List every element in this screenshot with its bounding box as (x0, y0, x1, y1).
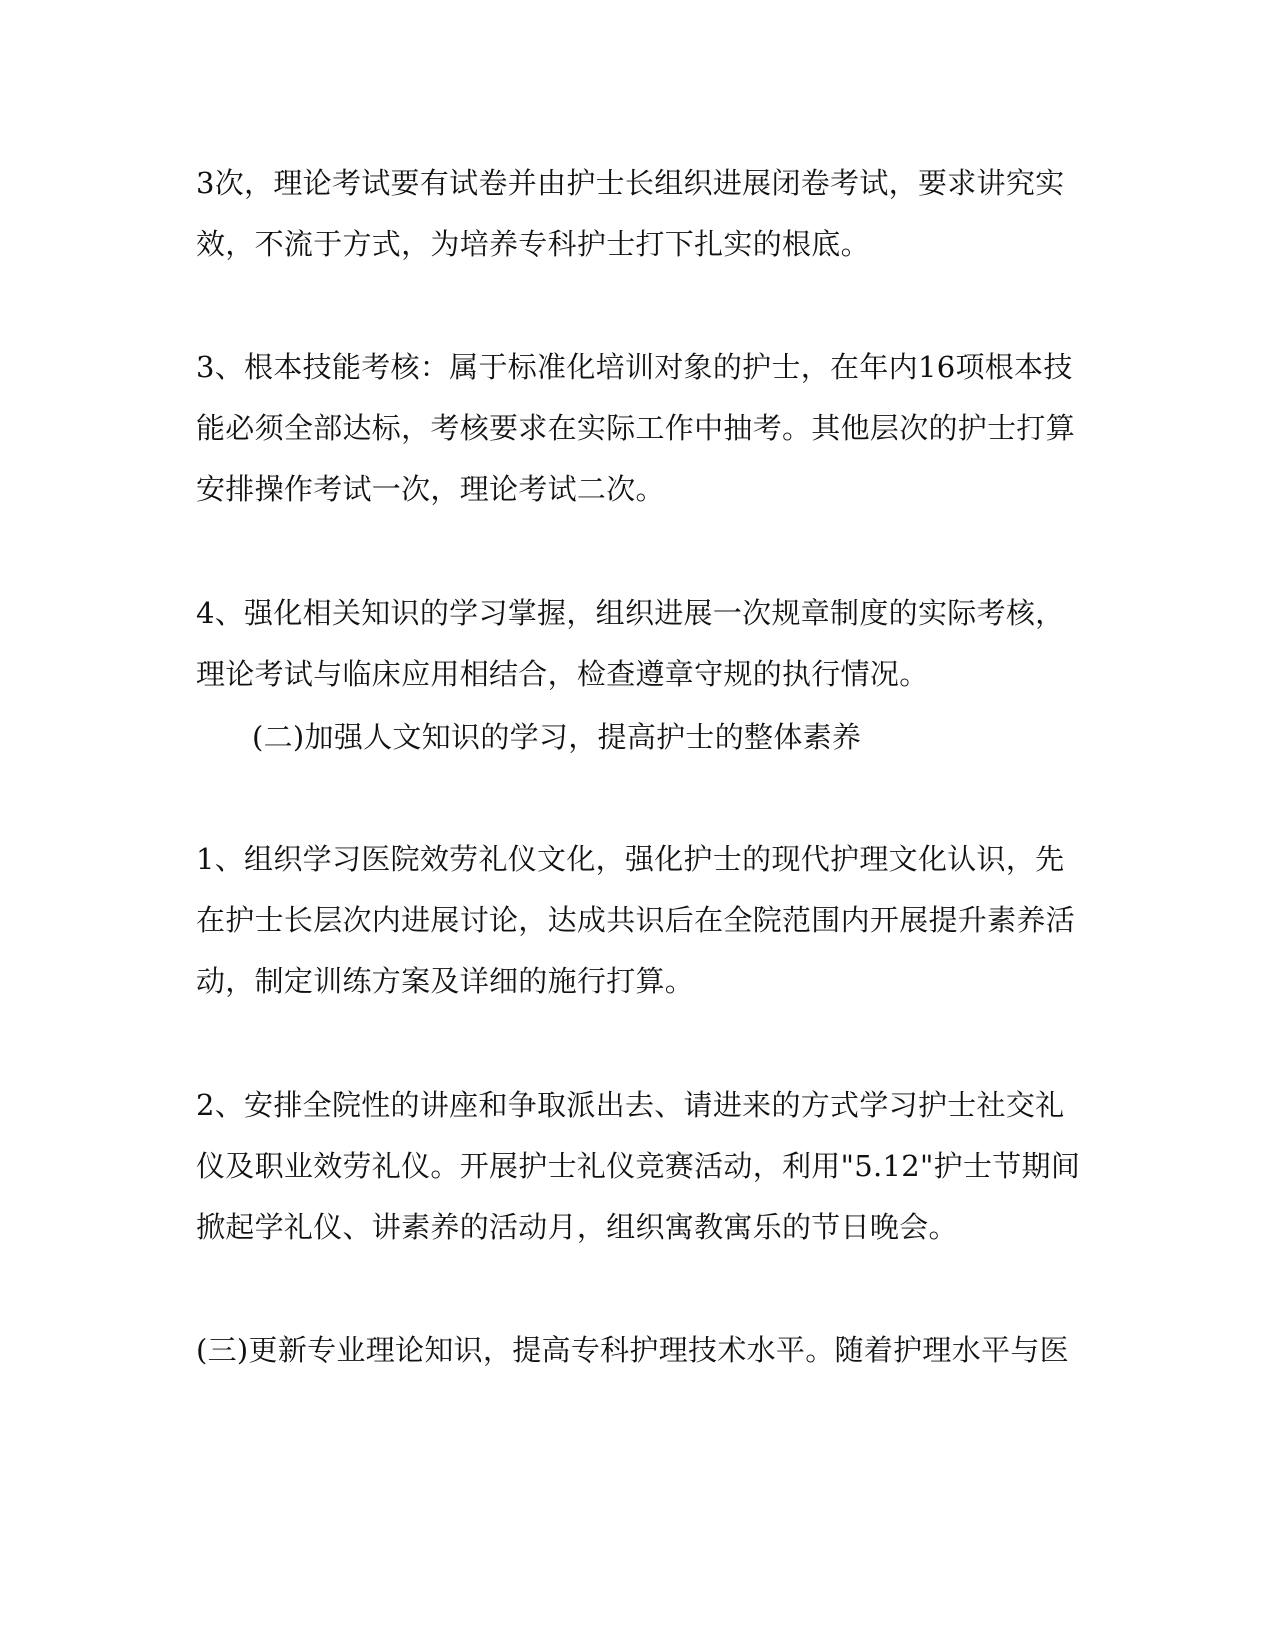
text-line: 3、根本技能考核：属于标准化培训对象的护士，在年内16项根本技 (196, 350, 1073, 384)
text-line: 动，制定训练方案及详细的施行打算。 (196, 964, 695, 998)
text-line: 仪及职业效劳礼仪。开展护士礼仪竞赛活动，利用"5.12"护士节期间 (196, 1149, 1081, 1183)
text-line: 理论考试与临床应用相结合，检查遵章守规的执行情况。 (196, 657, 929, 691)
text-line: 效，不流于方式，为培养专科护士打下扎实的根底。 (196, 227, 870, 261)
text-line: 3次，理论考试要有试卷并由护士长组织进展闭卷考试，要求讲究实 (196, 166, 1065, 200)
text-line: 在护士长层次内进展讨论，达成共识后在全院范围内开展提升素养活 (196, 903, 1076, 937)
section-heading: (二)加强人文知识的学习，提高护士的整体素养 (252, 720, 862, 754)
text-line: 4、强化相关知识的学习掌握，组织进展一次规章制度的实际考核， (196, 596, 1065, 630)
text-line: 2、安排全院性的讲座和争取派出去、请进来的方式学习护士社交礼 (196, 1088, 1065, 1122)
text-line: 掀起学礼仪、讲素养的活动月，组织寓教寓乐的节日晚会。 (196, 1210, 958, 1244)
text-line: 1、组织学习医院效劳礼仪文化，强化护士的现代护理文化认识，先 (196, 842, 1065, 876)
section-heading: (三)更新专业理论知识，提高专科护理技术水平。随着护理水平与医 (196, 1333, 1069, 1367)
text-line: 安排操作考试一次，理论考试二次。 (196, 472, 665, 506)
text-line: 能必须全部达标，考核要求在实际工作中抽考。其他层次的护士打算 (196, 411, 1076, 445)
